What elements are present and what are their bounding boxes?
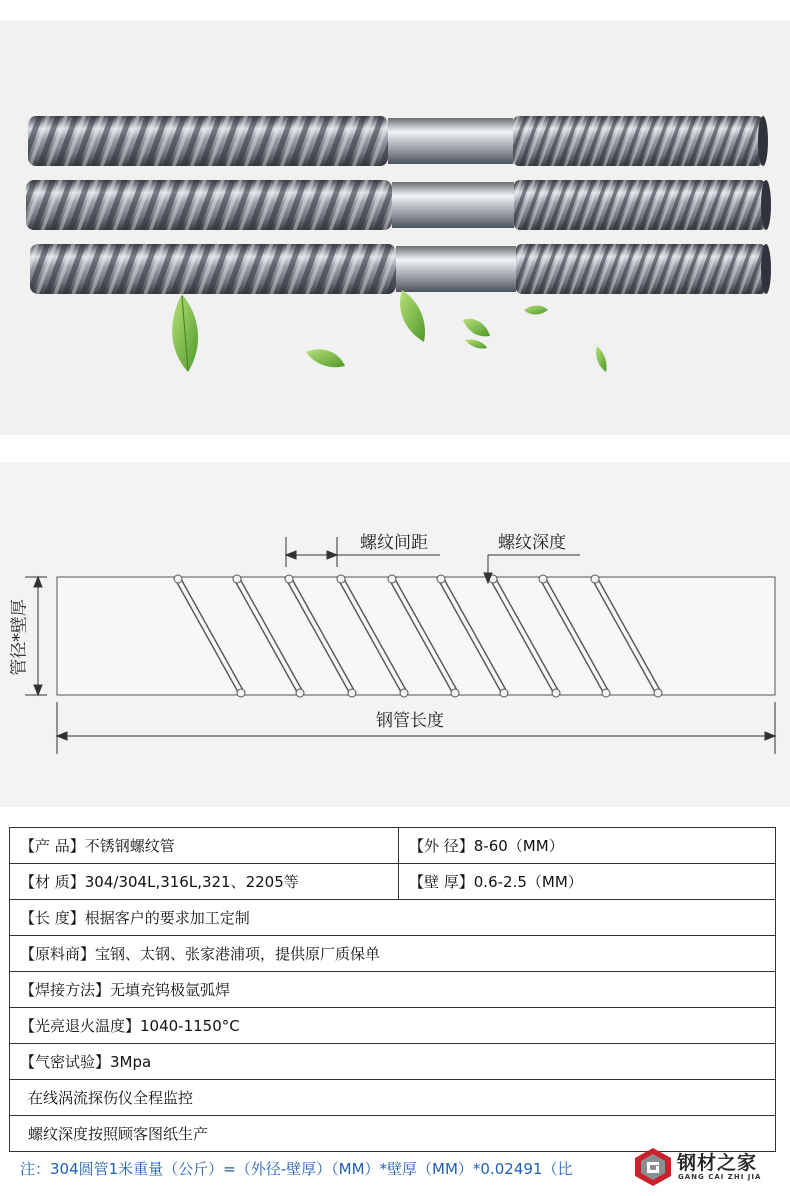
spec-annealing: 【光亮退火温度】1040-1150°C	[10, 1008, 776, 1044]
spec-eddy-current: 在线涡流探伤仪全程监控	[10, 1080, 776, 1116]
table-row	[10, 864, 776, 900]
spec-outer-diameter: 【外 径】8-60（MM）	[399, 828, 776, 864]
logo-name: 钢材之家	[677, 1152, 758, 1174]
spec-material: 【材 质】304/304L,316L,321、2205等	[10, 864, 399, 900]
weight-formula-note: 注：304圆管1米重量（公斤）=（外径-壁厚）（MM）*壁厚（MM）*0.02491（比	[20, 1160, 573, 1178]
spec-table	[9, 827, 776, 1152]
brand-logo	[632, 1146, 782, 1186]
table-row	[10, 936, 776, 972]
diameter-label: 管径*壁厚	[9, 599, 30, 676]
leaf-decoration	[172, 290, 606, 372]
logo-icon	[632, 1146, 674, 1186]
logo-subtitle: GANG CAI ZHI JIA	[678, 1173, 762, 1181]
spec-raw-material: 【原料商】宝钢、太钢、张家港浦项，提供原厂质保单	[10, 936, 776, 972]
spec-thread-depth: 螺纹深度按照顾客图纸生产	[10, 1116, 776, 1152]
product-photo	[0, 20, 790, 435]
table-row	[10, 972, 776, 1008]
spec-wall-thickness: 【壁 厚】0.6-2.5（MM）	[399, 864, 776, 900]
spec-length: 【长 度】根据客户的要求加工定制	[10, 900, 776, 936]
spec-air-test: 【气密试验】3Mpa	[10, 1044, 776, 1080]
spec-welding: 【焊接方法】无填充钨极氩弧焊	[10, 972, 776, 1008]
table-row	[10, 1080, 776, 1116]
depth-label: 螺纹深度	[498, 533, 566, 553]
table-row	[10, 828, 776, 864]
tube-1	[28, 116, 768, 166]
tube-2	[26, 180, 771, 230]
table-row	[10, 1008, 776, 1044]
pitch-label: 螺纹间距	[360, 533, 428, 553]
table-row	[10, 900, 776, 936]
thread-diagram	[0, 462, 790, 807]
length-label: 钢管长度	[376, 711, 444, 731]
tube-3	[30, 244, 771, 294]
table-row	[10, 1044, 776, 1080]
spec-product: 【产 品】不锈钢螺纹管	[10, 828, 399, 864]
